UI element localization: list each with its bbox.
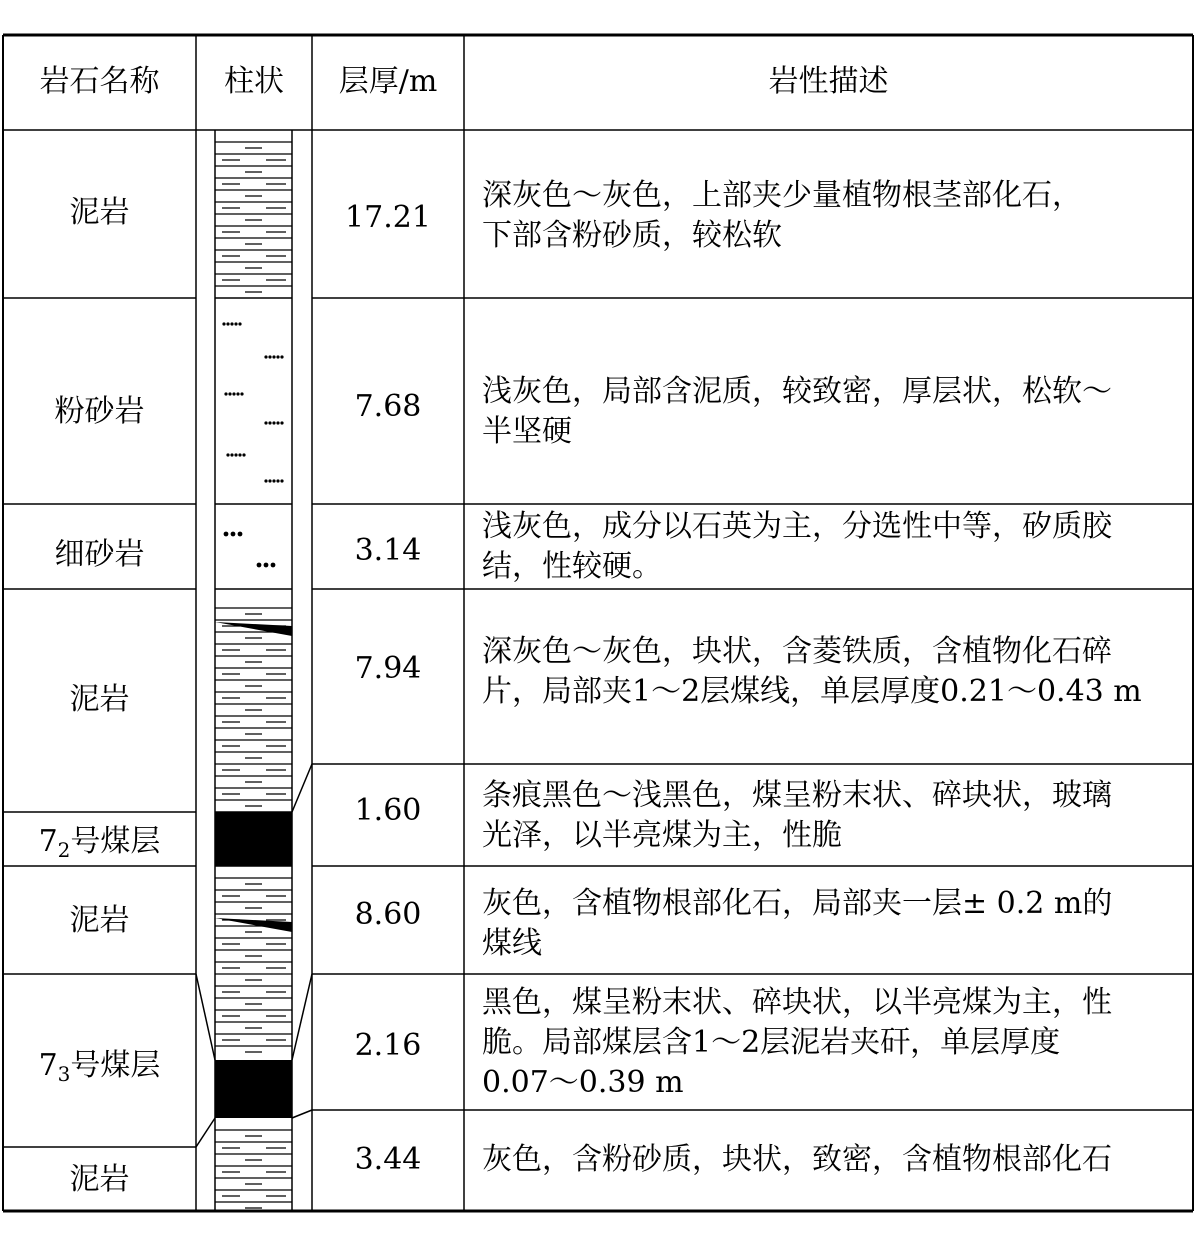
rock-description: 浅灰色，成分以石英为主，分选性中等，矽质胶 结，性较硬。 xyxy=(482,509,1112,584)
rock-description: 黑色，煤呈粉末状、碎块状，以半亮煤为主，性 脆。局部煤层含1～2层泥岩夹矸，单层厚度 0.07～0.39 m xyxy=(482,985,1112,1100)
rock-description: 灰色，含粉砂质，块状，致密，含植物根部化石 xyxy=(482,1142,1112,1177)
layer-thickness: 7.68 xyxy=(354,389,422,424)
layer-thickness: 7.94 xyxy=(354,651,422,686)
rock-description: 深灰色～灰色，上部夹少量植物根茎部化石， 下部含粉砂质，较松软 xyxy=(482,178,1082,253)
header-rock-name: 岩石名称 xyxy=(39,64,160,99)
rock-name: 泥岩 xyxy=(69,682,130,717)
rock-name: 泥岩 xyxy=(69,1162,130,1197)
header-description: 岩性描述 xyxy=(768,64,889,99)
rock-name: 泥岩 xyxy=(69,195,130,230)
layer-thickness: 8.60 xyxy=(354,897,422,932)
layer-thickness: 3.44 xyxy=(354,1142,422,1177)
rock-description: 浅灰色，局部含泥质，较致密，厚层状，松软～ 半坚硬 xyxy=(482,374,1112,449)
rock-description: 深灰色～灰色，块状，含菱铁质，含植物化石碎 片，局部夹1～2层煤线，单层厚度0.21～0.43 m xyxy=(482,634,1142,709)
rock-name: $7_2$号煤层 xyxy=(38,824,161,862)
rock-name: 细砂岩 xyxy=(54,537,145,572)
header-column: 柱状 xyxy=(224,64,284,99)
header-thickness: 层厚/m xyxy=(338,64,438,99)
rock-name: $7_3$号煤层 xyxy=(38,1048,161,1086)
rock-description: 灰色，含植物根部化石，局部夹一层± 0.2 m的 煤线 xyxy=(482,886,1113,961)
rock-description: 条痕黑色～浅黑色，煤呈粉末状、碎块状，玻璃 光泽，以半亮煤为主，性脆 xyxy=(482,778,1112,853)
layer-thickness: 1.60 xyxy=(354,793,422,828)
layer-thickness: 17.21 xyxy=(345,200,431,235)
rock-name: 泥岩 xyxy=(69,903,130,938)
rock-name: 粉砂岩 xyxy=(54,394,145,429)
layer-thickness: 3.14 xyxy=(354,533,422,568)
layer-thickness: 2.16 xyxy=(354,1028,422,1063)
